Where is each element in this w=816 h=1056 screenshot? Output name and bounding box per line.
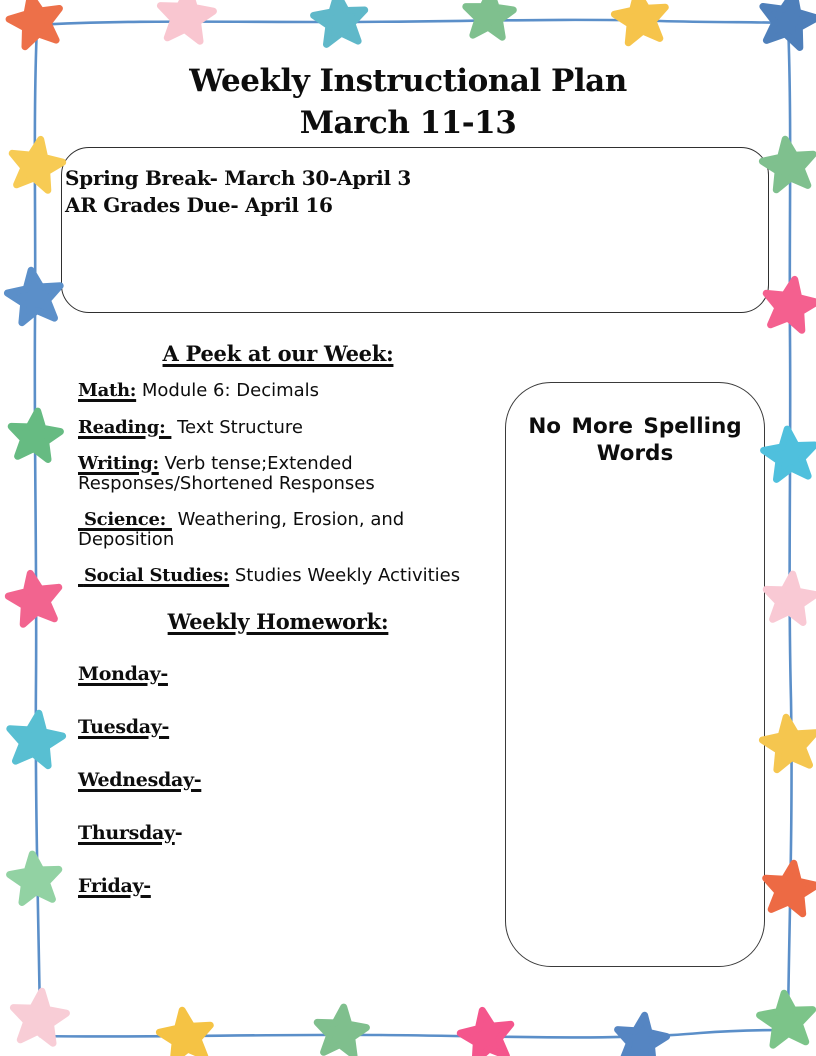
star-icon xyxy=(9,0,59,47)
star-icon xyxy=(762,717,815,769)
star-icon xyxy=(10,713,63,765)
spelling-heading: No More Spelling Words xyxy=(528,414,742,466)
subject-label: Math: xyxy=(78,380,137,401)
homework-day-tuesday: Tuesday- xyxy=(78,716,170,738)
homework-day-wednesday: Wednesday- xyxy=(78,769,202,791)
subject-value: Text Structure xyxy=(171,416,303,438)
subject-line-math xyxy=(78,381,478,401)
subject-label: Science: xyxy=(78,509,172,530)
peek-section xyxy=(78,342,478,603)
star-icon xyxy=(764,429,815,479)
homework-heading: Weekly Homework: xyxy=(167,609,389,634)
subject-label: Writing: xyxy=(78,453,159,474)
peek-heading: A Peek at our Week: xyxy=(162,341,394,366)
announcements-box xyxy=(61,147,769,313)
star-icon xyxy=(12,139,63,190)
subject-value: Studies Weekly Activities xyxy=(229,565,461,586)
homework-day-thursday: Thursday- xyxy=(78,822,183,844)
page-title xyxy=(0,60,816,144)
star-icon xyxy=(314,0,365,44)
star-icon xyxy=(160,0,213,41)
page-title-line1: Weekly Instructional Plan xyxy=(189,63,627,99)
star-icon xyxy=(614,0,665,43)
border-line-left xyxy=(35,25,40,1018)
subject-label: Reading: xyxy=(78,416,172,438)
subject-value: Weathering, Erosion, and Deposition xyxy=(78,509,410,550)
page-title-line2: March 11-13 xyxy=(299,105,517,141)
star-icon xyxy=(11,411,60,459)
subject-line-writing xyxy=(78,454,478,493)
homework-days xyxy=(78,664,478,929)
star-icon xyxy=(618,1015,667,1056)
border-line-top xyxy=(36,20,788,25)
star-icon xyxy=(766,863,816,914)
homework-day-monday: Monday- xyxy=(78,663,168,685)
subject-line-social-studies xyxy=(78,566,478,586)
star-icon xyxy=(766,279,816,330)
spelling-box xyxy=(505,382,765,967)
subject-line-reading xyxy=(78,418,478,438)
star-icon xyxy=(760,993,813,1045)
subject-line-science xyxy=(78,510,478,549)
homework-day-friday: Friday- xyxy=(78,875,151,897)
announcement-line: AR Grades Due- April 16 xyxy=(65,193,333,217)
star-icon xyxy=(7,270,60,322)
announcement-line: Spring Break- March 30-April 3 xyxy=(65,166,412,190)
star-icon xyxy=(13,991,66,1043)
star-icon xyxy=(763,0,816,48)
star-icon xyxy=(8,573,59,624)
star-icon xyxy=(317,1007,366,1055)
subject-label: Social Studies: xyxy=(78,565,230,586)
star-icon xyxy=(466,0,514,37)
star-icon xyxy=(460,1010,511,1056)
border-line-right xyxy=(788,23,792,1022)
star-icon xyxy=(10,854,59,902)
subject-value: Module 6: Decimals xyxy=(136,380,320,401)
subject-value: Verb tense;Extended Responses/Shortened Responses xyxy=(78,453,375,494)
border-line-bottom xyxy=(40,1030,787,1037)
star-icon xyxy=(766,574,815,622)
star-icon xyxy=(159,1010,210,1056)
star-icon xyxy=(762,139,813,190)
